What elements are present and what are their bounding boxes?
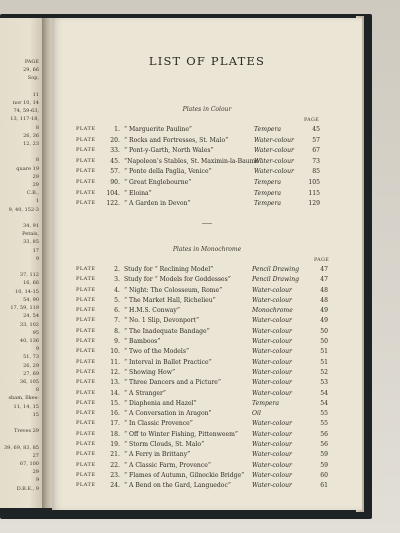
plate-page: 51 [320,348,328,356]
plate-medium: Water-colour [254,147,294,155]
index-fragment: 15 [32,411,39,418]
index-fragment: 11, 14, 15 [13,403,39,410]
plate-label: PLATE [76,136,96,143]
plate-row [76,179,346,190]
plate-row [76,400,346,410]
plate-row [76,307,346,317]
plate-medium: Water-colour [252,348,292,356]
plate-label: PLATE [76,348,96,355]
plate-label: PLATE [76,200,96,207]
index-fragment: 11 [32,91,39,98]
index-fragment: 8 [35,157,39,164]
plate-title: “ Interval in Ballet Practice” [124,358,212,366]
index-fragment: nor 10, 14 [12,100,39,107]
plate-page: 53 [320,379,328,387]
mono-plates-list [76,266,346,493]
plate-label: PLATE [76,147,96,154]
plate-label: PLATE [76,358,96,365]
plate-title: “ Diaphenia and Hazel” [124,399,197,407]
plate-number: 5. [114,296,120,304]
plate-page: 50 [320,327,328,335]
plate-label: PLATE [76,338,96,345]
index-fragment: 9 [35,346,39,353]
index-fragment: 33, 85 [23,239,39,246]
plate-medium: Tempera [254,178,282,186]
right-page [52,18,362,510]
plate-medium: Water-colour [252,461,292,469]
index-fragment: 34, 91 [23,223,39,230]
plate-medium: Pencil Drawing [252,266,300,273]
plate-title: “ Three Dancers and a Picture” [124,379,221,387]
index-fragment: 8 [35,124,39,131]
plate-page: 54 [320,389,328,397]
plate-medium: Monochrome [252,307,293,315]
plate-page: 60 [320,471,328,479]
plate-row [76,369,346,379]
mono-section-title: Plates in Monochrome [172,246,242,253]
plate-title: “ Showing How” [124,368,176,376]
plate-label: PLATE [76,307,96,314]
plate-page: 50 [320,338,328,346]
plate-title: “ A Classic Farm, Provence” [124,461,211,469]
page-title: LIST OF PLATES [148,54,266,68]
plate-medium: Water-colour [252,451,292,459]
plate-page: 57 [312,136,320,144]
index-fragment: 39, 69, 83, 85 [4,444,39,451]
plate-row [76,317,346,327]
index-fragment: 40, 136 [19,337,39,344]
index-fragment: 26, 29 [23,362,39,369]
index-fragment: D.B.E., 9 [16,485,39,492]
plate-label: PLATE [76,399,96,406]
plate-title: “ Storm Clouds, St. Malo” [124,441,205,449]
plate-number: 6. [114,307,120,315]
plate-page: 73 [312,157,320,165]
plate-label: PLATE [76,178,96,185]
plate-label: PLATE [76,461,96,468]
plate-number: 22. [110,461,120,469]
plate-medium: Water-colour [254,168,294,176]
index-fragment: 10, 14-15 [15,288,39,295]
colour-section-title: Plates in Colour [182,106,232,113]
plate-medium: Water-colour [252,379,292,387]
index-fragment: Treves 29 [14,428,39,435]
plate-label: PLATE [76,482,96,489]
plate-title: “ Night: The Colosseum, Rome” [124,286,223,294]
plate-number: 18. [110,430,120,438]
plate-medium: Pencil Drawing [252,276,300,284]
plate-label: PLATE [76,276,96,283]
plate-label: PLATE [76,286,96,293]
plate-medium: Water-colour [252,286,292,294]
plate-label: PLATE [76,157,96,164]
plate-page: 129 [308,200,320,208]
plate-row [76,338,346,348]
plate-page: 51 [320,358,328,366]
plate-row [76,359,346,369]
index-fragment: 54, 90 [23,296,39,303]
index-fragment: Sop, [27,75,39,82]
plate-label: PLATE [76,430,96,437]
plate-title: “ Ponte della Paglia, Venice” [124,168,212,176]
index-fragment: Petals, [22,231,39,238]
section-divider [202,223,212,224]
plate-page: 47 [320,276,328,284]
plate-title: “ The Market Hall, Richelieu” [124,296,216,304]
plate-row [76,390,346,400]
plate-page: 52 [320,368,328,376]
plate-medium: Water-colour [252,296,292,304]
plate-label: PLATE [76,441,96,448]
plate-medium: Water-colour [252,420,292,428]
plate-number: 7. [114,317,120,325]
plate-page: 56 [320,430,328,438]
plate-row [76,137,346,148]
plate-title: “ In Classic Provence” [124,420,193,428]
plate-number: 15. [110,399,120,407]
index-fragment: quare 19 [16,165,39,172]
index-fragment: C.B., [26,190,39,197]
plate-title: “ Bamboos” [124,338,161,346]
index-fragment: 8 [35,387,39,394]
plate-row [76,348,346,358]
plate-row [76,462,346,472]
plate-title: “ A Conversation in Aragon” [124,410,212,418]
plate-number: 23. [110,471,120,479]
index-fragments [0,58,42,493]
plate-number: 57. [110,168,120,176]
plate-medium: Water-colour [252,327,292,335]
plate-number: 10. [110,348,120,356]
plate-row [76,168,346,179]
plate-label: PLATE [76,389,96,396]
index-fragment: 51, 73 [23,354,39,361]
plate-title: “Napoleon’s Stables, St. Maximin-la-Baume” [124,157,263,165]
left-page [0,18,42,508]
plate-number: 33. [110,147,120,155]
plate-medium: Water-colour [252,358,292,366]
index-fragment: 95 [32,329,39,336]
plate-label: PLATE [76,317,96,324]
plate-row [76,441,346,451]
plate-number: 90. [110,178,120,186]
plate-page: 67 [312,147,320,155]
plate-label: PLATE [76,168,96,175]
index-fragment: 9 [35,477,39,484]
index-fragment: PAGE [24,59,39,65]
plate-number: 4. [114,286,120,294]
plate-page: 55 [320,420,328,428]
index-fragment: 24, 54 [23,313,39,320]
plate-page: 61 [320,482,328,490]
index-fragment: 17, 59, 119 [10,305,39,312]
plate-medium: Water-colour [252,482,292,490]
index-fragment [0,83,42,91]
plate-title: “ Two of the Models” [124,348,190,356]
plate-title: “ Rocks and Fortresses, St. Malo” [124,136,229,144]
plate-title: “ H.M.S. Conway” [124,307,180,315]
plate-label: PLATE [76,410,96,417]
plate-row [76,328,346,338]
plate-number: 14. [110,389,120,397]
colour-page-header: PAGE [304,118,320,123]
plate-page: 47 [320,266,328,273]
index-fragment: 29 [32,469,39,476]
plate-row [76,190,346,201]
plate-title: “ Pont-y-Garth, North Wales” [124,147,214,155]
plate-number: 45. [110,157,120,165]
plate-medium: Oil [252,410,261,418]
index-fragment [0,435,42,443]
plate-medium: Water-colour [252,441,292,449]
plate-row [76,482,346,492]
plate-page: 49 [320,307,328,315]
plate-title: “ A Stranger” [124,389,167,397]
index-fragment: 12, 23 [23,141,39,148]
index-fragment: 67, 100 [19,460,39,467]
index-fragment: 37, 112 [19,272,39,279]
plate-title: “ A Ferry in Brittany” [124,451,191,459]
plate-number: 20. [110,136,120,144]
plate-number: 17. [110,420,120,428]
index-fragment: 9 [35,255,39,262]
plate-page: 48 [320,296,328,304]
plate-title: “ The Inadequate Bandage” [124,327,210,335]
plate-page: 85 [312,168,320,176]
plate-title: “ A Garden in Devon” [124,200,191,208]
plate-row [76,420,346,430]
plate-page: 105 [308,178,320,186]
index-fragment: 17 [32,247,39,254]
plate-number: 104. [106,189,120,197]
plate-row [76,379,346,389]
index-fragment [0,214,42,222]
plate-number: 13. [110,379,120,387]
plate-page: 55 [320,410,328,418]
plate-label: PLATE [76,420,96,427]
plate-label: PLATE [76,451,96,458]
index-fragment: 9, 40, 152-3 [8,206,39,213]
plate-row [76,472,346,482]
plate-title: Study for “ Models for Goddesses” [124,276,231,284]
index-fragment: 26, 36 [23,132,39,139]
plate-label: PLATE [76,189,96,196]
index-fragment: 1 [35,198,39,205]
plate-title: “ Marguerite Pauline” [124,126,193,133]
plate-row [76,297,346,307]
index-fragment [0,263,42,271]
index-fragment [0,419,42,427]
plate-label: PLATE [76,379,96,386]
plate-medium: Water-colour [252,317,292,325]
plate-page: 49 [320,317,328,325]
plate-page: 59 [320,451,328,459]
plate-number: 3. [114,276,120,284]
plate-medium: Water-colour [254,157,294,165]
plate-page: 56 [320,441,328,449]
plate-page: 48 [320,286,328,294]
plate-row [76,266,346,276]
plate-row [76,158,346,169]
plate-number: 8. [114,327,120,335]
index-fragment: 29 [32,182,39,189]
index-fragment: 33, 102 [19,321,39,328]
colour-plates-list [76,126,346,211]
mono-page-header: PAGE [314,258,330,263]
index-fragment: 29 [32,173,39,180]
plate-label: PLATE [76,471,96,478]
plate-medium: Water-colour [252,368,292,376]
plate-row [76,147,346,158]
index-fragment: 27, 69 [23,370,39,377]
index-fragment [0,148,42,156]
index-fragment: 27 [32,452,39,459]
plate-number: 9. [114,338,120,346]
index-fragment: 74, 59-63, [13,108,39,115]
plate-medium: Water-colour [254,136,294,144]
plate-number: 19. [110,441,120,449]
plate-label: PLATE [76,126,96,132]
plate-row [76,287,346,297]
plate-number: 16. [110,410,120,418]
plate-row [76,276,346,286]
plate-label: PLATE [76,296,96,303]
plate-title: “ A Bend on the Gard, Languedoc” [124,482,232,490]
plate-page: 54 [320,399,328,407]
index-fragment: 16, 66 [23,280,39,287]
plate-medium: Water-colour [252,471,292,479]
plate-title: “ Off to Winter Fishing, Pittenweem” [124,430,238,438]
plate-title: Study for “ Reclining Model” [124,266,214,273]
index-fragment: 36, 105 [19,378,39,385]
plate-medium: Tempera [254,189,282,197]
plate-number: 24. [110,482,120,490]
plate-row [76,451,346,461]
plate-medium: Tempera [254,126,282,133]
plate-row [76,200,346,211]
plate-number: 21. [110,451,120,459]
index-fragment: 29, 66 [23,67,39,74]
plate-medium: Tempera [252,399,280,407]
plate-page: 45 [312,126,320,133]
plate-title: “ Great Englebourne” [124,178,192,186]
plate-page: 59 [320,461,328,469]
index-fragment: sham, Ilkes- [8,395,39,402]
plate-label: PLATE [76,266,96,272]
plate-number: 2. [114,266,120,273]
plate-row [76,431,346,441]
plate-row [76,410,346,420]
plate-number: 122. [106,200,120,208]
plate-row [76,126,346,137]
plate-label: PLATE [76,327,96,334]
plate-title: “ Flames of Autumn, Gilnockie Bridge” [124,471,245,479]
plate-title: “ No. 1 Slip, Devonport” [124,317,200,325]
plate-page: 115 [308,189,320,197]
plate-number: 1. [114,126,120,133]
plate-medium: Water-colour [252,430,292,438]
plate-medium: Water-colour [252,338,292,346]
plate-number: 12. [110,368,120,376]
plate-title: “ Eloina” [124,189,152,197]
plate-label: PLATE [76,368,96,375]
plate-medium: Water-colour [252,389,292,397]
plate-medium: Tempera [254,200,282,208]
index-fragment: 13, 117-18, [10,116,39,123]
plate-number: 11. [110,358,120,366]
